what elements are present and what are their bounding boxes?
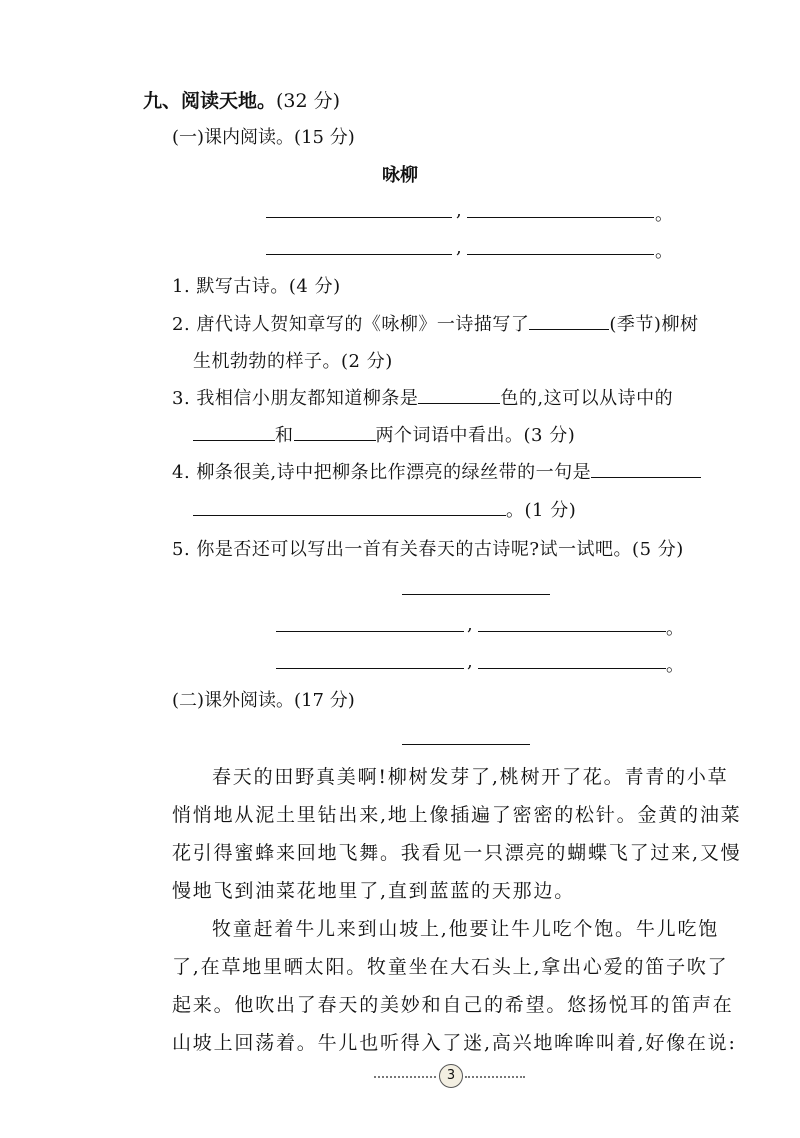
- question-3-line-2: [193, 421, 575, 447]
- poem-title: 咏柳: [382, 165, 418, 186]
- q5-blank-line-2b[interactable]: [478, 668, 666, 669]
- metaphor-blank-a[interactable]: [591, 459, 701, 478]
- q5-period-2: 。: [666, 655, 684, 676]
- footer-dots-left: [374, 1076, 436, 1078]
- para2-line-1: 牧童赶着牛儿来到山坡上,他要让牛儿吃个饱。牛儿吃饱: [212, 918, 720, 940]
- para1-line-2: 悄悄地从泥土里钻出来,地上像插遍了密密的松针。金黄的油菜: [172, 804, 742, 826]
- question-4-text-b: 。(1 分): [506, 500, 577, 521]
- question-2-text-a: 2. 唐代诗人贺知章写的《咏柳》一诗描写了: [172, 314, 530, 335]
- poem-blank-line-1b[interactable]: [467, 217, 654, 218]
- part2-heading: (二)课外阅读。(17 分): [172, 690, 355, 711]
- para1-line-1: 春天的田野真美啊!柳树发芽了,桃树开了花。青青的小草: [212, 766, 729, 788]
- metaphor-blank-b[interactable]: [193, 497, 506, 516]
- q5-comma-2: ,: [467, 651, 473, 672]
- question-3-text-d: 两个词语中看出。(3 分): [375, 425, 576, 446]
- question-5: 5. 你是否还可以写出一首有关春天的古诗呢?试一试吧。(5 分): [172, 539, 684, 560]
- season-blank[interactable]: [529, 311, 609, 330]
- poem-period-1: 。: [655, 204, 673, 225]
- poem-blank-line-2a[interactable]: [266, 254, 452, 255]
- word-blank-2[interactable]: [294, 422, 376, 441]
- q5-title-blank[interactable]: [402, 594, 550, 595]
- question-2-text-b: (季节)柳树: [609, 314, 699, 335]
- para2-line-2: 了,在草地里晒太阳。牧童坐在大石头上,拿出心爱的笛子吹了: [172, 956, 729, 978]
- section-points: (32 分): [276, 90, 341, 112]
- question-3-line-1: [172, 384, 673, 410]
- question-3-text-c: 和: [275, 425, 294, 446]
- q5-comma-1: ,: [467, 614, 473, 635]
- poem-blank-line-2b[interactable]: [467, 254, 654, 255]
- q5-blank-line-1a[interactable]: [276, 631, 464, 632]
- poem-comma-1: ,: [456, 200, 462, 221]
- question-4-line-1: [172, 458, 701, 484]
- color-blank[interactable]: [418, 385, 500, 404]
- para1-line-4: 慢地飞到油菜花地里了,直到蓝蓝的天那边。: [172, 880, 576, 902]
- poem-blank-line-1a[interactable]: [266, 217, 452, 218]
- question-2-line-1: [172, 310, 698, 336]
- question-4-line-2: [193, 496, 576, 522]
- passage-title-blank[interactable]: [402, 744, 530, 745]
- para1-line-3: 花引得蜜蜂来回地飞舞。我看见一只漂亮的蝴蝶飞了过来,又慢: [172, 842, 742, 864]
- question-4-text-a: 4. 柳条很美,诗中把柳条比作漂亮的绿丝带的一句是: [172, 462, 592, 483]
- question-3-text-b: 色的,这可以从诗中的: [500, 388, 674, 409]
- poem-comma-2: ,: [456, 237, 462, 258]
- section-title-text: 九、阅读天地。: [143, 90, 277, 112]
- q5-period-1: 。: [666, 618, 684, 639]
- part1-heading: (一)课内阅读。(15 分): [172, 127, 355, 148]
- q5-blank-line-2a[interactable]: [276, 668, 464, 669]
- q5-blank-line-1b[interactable]: [478, 631, 666, 632]
- question-1: 1. 默写古诗。(4 分): [172, 276, 341, 297]
- word-blank-1[interactable]: [193, 422, 275, 441]
- question-3-text-a: 3. 我相信小朋友都知道柳条是: [172, 388, 419, 409]
- question-2-line-2: 生机勃勃的样子。(2 分): [193, 351, 393, 372]
- poem-period-2: 。: [655, 241, 673, 262]
- para2-line-4: 山坡上回荡着。牛儿也听得入了迷,高兴地哞哞叫着,好像在说:: [172, 1032, 737, 1054]
- para2-line-3: 起来。他吹出了春天的美妙和自己的希望。悠扬悦耳的笛声在: [172, 994, 734, 1016]
- page-number: 3: [439, 1064, 463, 1088]
- footer-dots-right: [465, 1076, 525, 1078]
- section-title: [143, 86, 340, 113]
